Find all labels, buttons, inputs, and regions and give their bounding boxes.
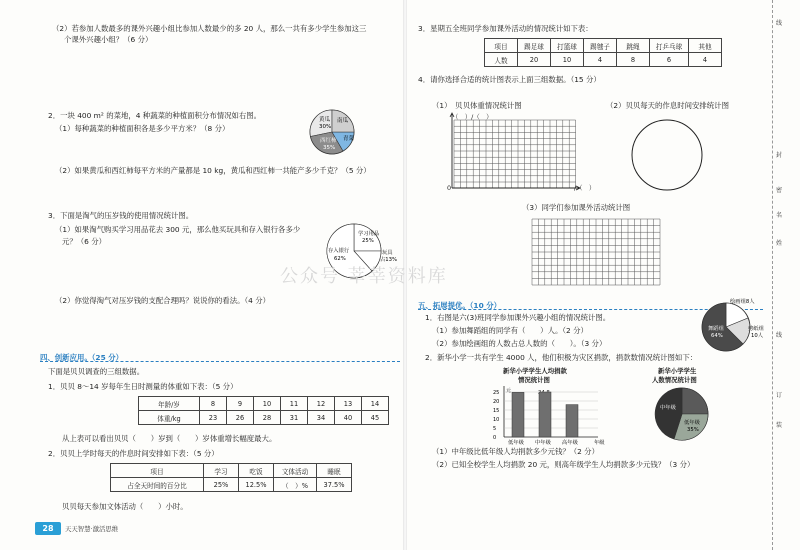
table-header-cell: 占全天时间的百分比 (111, 478, 204, 492)
table-row (139, 411, 389, 425)
weight-line-chart-grid (440, 112, 590, 196)
table-header-cell: 踢足球 (518, 39, 551, 53)
question-text: 1．贝贝 8～14 岁每年生日时测量的体重如下表：（5 分） (48, 382, 238, 391)
section-intro: 下面是贝贝调查的三组数据。 (48, 367, 145, 376)
question-2-title: 2．一块 400 m² 的菜地，4 种蔬菜的种植面积分布情况如右图。 (48, 111, 262, 120)
section-5-title: 五、拓展提优。（10 分） (418, 301, 502, 310)
fill-in-text: 贝贝每天参加文体活动（ ）小时。 (62, 502, 188, 511)
question-text: 个课外兴趣小组？（6 分） (64, 35, 153, 44)
x-tick-label: 中年级 (535, 440, 551, 446)
table-cell: 8 (617, 53, 650, 67)
table-header-cell: 其他 (689, 39, 722, 53)
chart-title: （2）贝贝每天的作息时间安排统计图 (606, 101, 729, 110)
schedule-table (110, 463, 352, 492)
binding-char: 线 (776, 332, 783, 339)
question-4-title: 4．请你选择合适的统计图表示上面三组数据。（15 分） (418, 75, 601, 84)
section-divider (40, 361, 400, 362)
table-cell: 45 (362, 411, 389, 425)
pie-label: 64% (711, 333, 723, 339)
page-number: 28 (35, 522, 61, 535)
bar (512, 392, 524, 437)
schedule-pie-circle (630, 118, 704, 192)
y-axis-label: （ ）/（ ） (452, 113, 493, 121)
pie-label: 绘画组8人 (730, 299, 755, 305)
binding-char: 封 (776, 152, 783, 159)
fill-in-text: 从上表可以看出贝贝（ ）岁到（ ）岁体重增长幅度最大。 (62, 434, 277, 443)
table-header-cell: 睡眠 (317, 464, 352, 478)
pie-label: 35% (323, 145, 336, 151)
binding-char: 姓 (776, 240, 783, 247)
table-header-cell: 体重/kg (139, 411, 200, 425)
pie-label: 玩具 (382, 250, 393, 256)
pie-slice-upper (682, 388, 708, 414)
table-cell: 14 (362, 397, 389, 411)
question-text: （1）如果淘气购买学习用品花去 300 元，那么他买玩具和存入银行各多少 (55, 225, 301, 234)
chart-title: （3）同学们参加课外活动统计图 (522, 203, 631, 212)
interest-group-pie-chart (696, 296, 770, 356)
question-text: （2）你觉得淘气对压岁钱的支配合理吗？说说你的看法。（4 分） (55, 296, 270, 305)
question-text: （1）中年级比低年级人均捐款多少元钱？（2 分） (432, 447, 599, 456)
table-header-cell: 年龄/岁 (139, 397, 200, 411)
table-cell: 4 (689, 53, 722, 67)
y-tick-label: 5 (493, 426, 497, 432)
y-tick-label: 20 (493, 399, 500, 405)
pie-label: 学习用品 (358, 231, 380, 237)
pie-label: 10人 (751, 333, 764, 339)
bar (539, 392, 551, 437)
chart-subtitle: 人数情况统计图 (652, 376, 697, 384)
binding-margin (772, 0, 787, 550)
question-text: 1．右图是六(3)班同学参加课外兴趣小组的情况统计图。 (425, 313, 611, 322)
table-header-cell: 吃饭 (239, 464, 274, 478)
table-header-cell: 学习 (204, 464, 239, 478)
table-cell: 26 (227, 411, 254, 425)
table-header-cell: 项目 (111, 464, 204, 478)
table-cell: 11 (281, 397, 308, 411)
question-3-title: 3．下面是淘气的压岁钱的使用情况统计图。 (48, 211, 194, 220)
chart-title: 新华小学学生 (658, 367, 697, 375)
table-cell: 23 (200, 411, 227, 425)
section-4-title: 四、创新应用。（25 分） (40, 353, 124, 362)
table-cell: 10 (551, 53, 584, 67)
table-cell: 10 (254, 397, 281, 411)
pie-label: 青菜 (343, 136, 355, 142)
table-header-cell: 打篮球 (551, 39, 584, 53)
table-cell: 25% (204, 478, 239, 492)
pie-label: 西红柿 (320, 138, 337, 144)
table-row (139, 397, 389, 411)
bar (566, 405, 578, 437)
question-text: 元？（6 分） (62, 237, 107, 246)
table-cell: 8 (200, 397, 227, 411)
x-tick-label: 高年级 (562, 440, 578, 446)
table-cell: 9 (227, 397, 254, 411)
pie-label: 30% (319, 124, 332, 130)
empty-pie-circle (632, 120, 702, 190)
question-3-title: 3．星期五全班同学参加课外活动的情况统计如下表： (418, 24, 593, 33)
y-tick-label: 10 (493, 417, 500, 423)
question-text: （2）已知全校学生人均捐款 20 元，则高年级学生人均捐款多少元钱？（3 分） (432, 460, 695, 469)
activity-bar-chart-grid (530, 217, 662, 287)
weight-table (138, 396, 389, 425)
pie-label: 35% (687, 427, 699, 433)
pie-label: 62% (334, 256, 346, 262)
activity-table (484, 38, 722, 67)
vegetable-area-pie-chart (300, 109, 364, 155)
table-header-cell: 人数 (485, 53, 518, 67)
binding-char: 订 (776, 392, 783, 399)
table-cell: 40 (335, 411, 362, 425)
x-tick-label: 低年级 (508, 440, 524, 446)
table-cell: 12 (308, 397, 335, 411)
question-text: （2）如果黄瓜和西红柿每平方米的产量都是 10 kg，黄瓜和西红柿一共能产多少千克？（5 分） (55, 166, 371, 175)
question-text: （2）参加绘画组的人数占总人数的（ ）。（3 分） (432, 339, 607, 348)
table-cell: 28 (254, 411, 281, 425)
chart-subtitle: 情况统计图 (518, 376, 550, 384)
x-axis-label: 年级 (594, 440, 605, 446)
y-tick-label: 15 (493, 408, 500, 414)
table-cell: 31 (281, 411, 308, 425)
question-text: 2．新华小学一共有学生 4000 人，他们积极为灾区捐款，捐款数情况统计图如下： (425, 353, 698, 362)
binding-char: 线 (776, 20, 783, 27)
pie-label: 黄瓜 (319, 117, 331, 123)
pie-label: 存入银行 (328, 248, 350, 254)
brand-text: 天天智慧·激活思维 (65, 525, 119, 533)
binding-char: 名 (776, 212, 783, 219)
y-tick-label: 0 (493, 435, 497, 441)
table-header-cell: 文体活动 (274, 464, 317, 478)
pie-label: 南瓜 (337, 118, 349, 124)
table-cell: 34 (308, 411, 335, 425)
table-cell: 37.5% (317, 478, 352, 492)
question-text: （1）参加舞蹈组的同学有（ ）人。（2 分） (432, 326, 588, 335)
y-tick-label: 25 (493, 390, 500, 396)
table-cell: 12.5% (239, 478, 274, 492)
y-unit-label: 元 (506, 388, 512, 394)
table-row (111, 464, 352, 478)
pie-label: 舞蹈组 (708, 326, 724, 332)
table-row (485, 53, 722, 67)
watermark: 公众号 莘莘资料库 (280, 266, 448, 287)
question-text: （1）每种蔬菜的种植面积各是多少平方米？（8 分） (55, 124, 230, 133)
binding-char: 装 (776, 422, 783, 429)
chart-title: （1） 贝贝体重情况统计图 (432, 101, 522, 110)
table-cell: 6 (650, 53, 689, 67)
table-cell: 13 (335, 397, 362, 411)
table-header-cell: 项目 (485, 39, 518, 53)
table-row (111, 478, 352, 492)
table-cell: 20 (518, 53, 551, 67)
table-cell: （ ）% (274, 478, 317, 492)
pie-label: 25% (362, 238, 374, 244)
origin-label: 0 (447, 184, 452, 192)
chart-title: 新华小学学生人均捐款 (503, 367, 567, 375)
table-header-cell: 跳绳 (617, 39, 650, 53)
donation-bar-chart (490, 384, 618, 446)
student-count-pie-chart (654, 386, 710, 442)
pie-label: 中年级 (660, 405, 676, 411)
table-header-cell: 打乒乓球 (650, 39, 689, 53)
x-axis-label: /（ ） (574, 184, 596, 192)
question-text: 2．贝贝上学时每天的作息时间安排如下表：（5 分） (48, 449, 219, 458)
pie-label: 占13% (380, 257, 398, 263)
table-header-cell: 踢毽子 (584, 39, 617, 53)
table-row (485, 39, 722, 53)
pie-label: 低年级 (684, 420, 700, 426)
question-text: （2）若参加人数最多的课外兴趣小组比参加人数最少的多 20 人，那么一共有多少学生参加这三 (52, 24, 367, 33)
page-footer (35, 522, 185, 536)
binding-char: 密 (776, 187, 783, 194)
table-cell: 4 (584, 53, 617, 67)
pie-label: 剪纸组 (748, 326, 764, 332)
